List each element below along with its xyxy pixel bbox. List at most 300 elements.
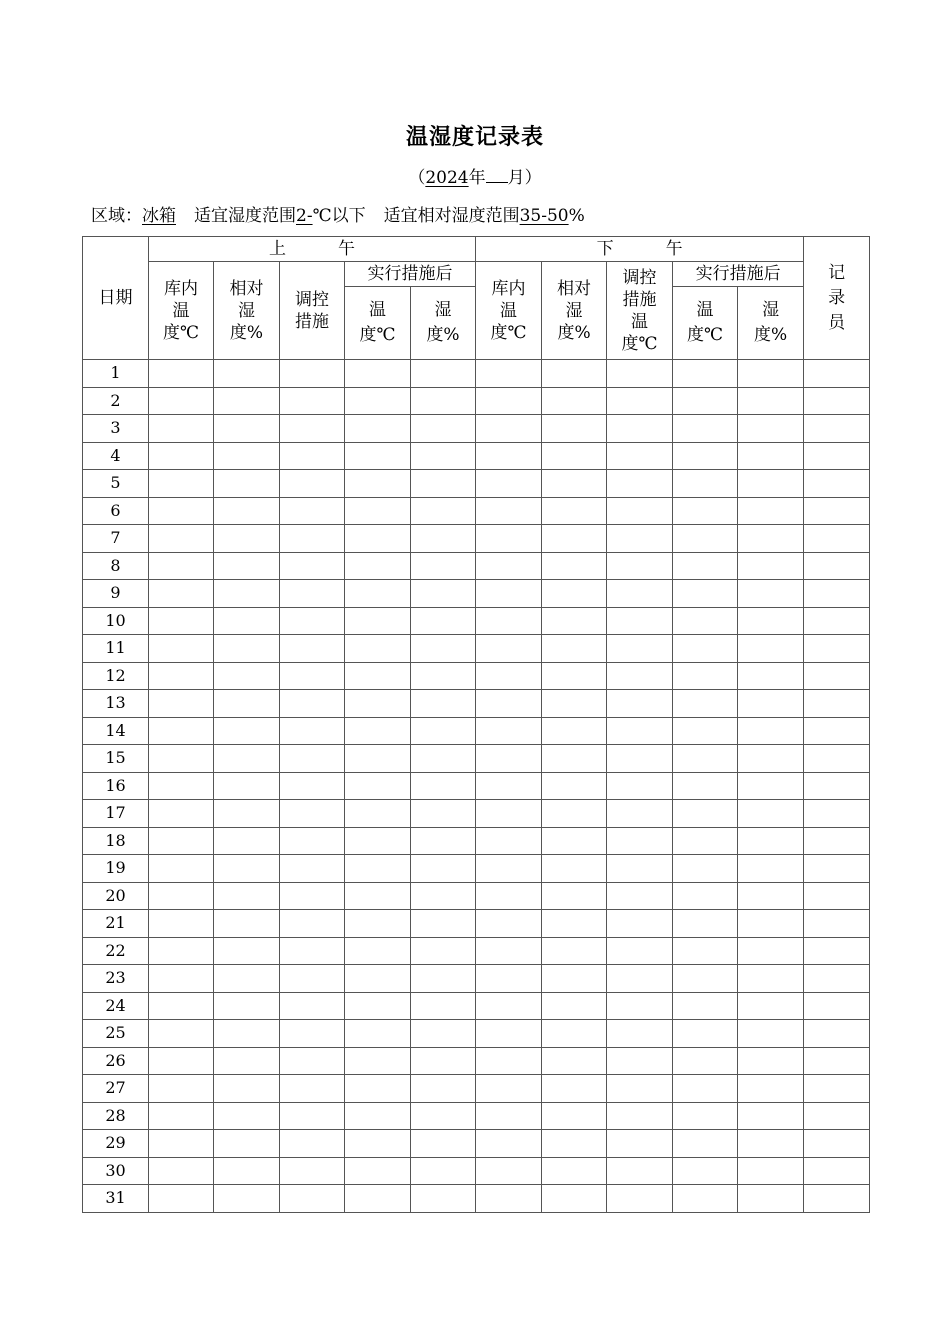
entry-cell[interactable] <box>804 442 870 470</box>
entry-cell[interactable] <box>345 662 411 690</box>
entry-cell[interactable] <box>149 497 214 525</box>
entry-cell[interactable] <box>804 1075 870 1103</box>
entry-cell[interactable] <box>411 855 476 883</box>
temp-range-value[interactable]: 2- <box>296 206 313 226</box>
entry-cell[interactable] <box>738 415 804 443</box>
entry-cell[interactable] <box>804 635 870 663</box>
area-value[interactable]: 冰箱 <box>142 206 176 226</box>
entry-cell[interactable] <box>804 1185 870 1213</box>
entry-cell[interactable] <box>411 607 476 635</box>
entry-cell[interactable] <box>476 525 542 553</box>
entry-cell[interactable] <box>280 1075 345 1103</box>
entry-cell[interactable] <box>607 827 673 855</box>
entry-cell[interactable] <box>280 360 345 388</box>
entry-cell[interactable] <box>738 1157 804 1185</box>
entry-cell[interactable] <box>673 800 738 828</box>
entry-cell[interactable] <box>149 1047 214 1075</box>
entry-cell[interactable] <box>542 552 607 580</box>
entry-cell[interactable] <box>673 635 738 663</box>
entry-cell[interactable] <box>149 360 214 388</box>
entry-cell[interactable] <box>673 992 738 1020</box>
entry-cell[interactable] <box>607 1075 673 1103</box>
entry-cell[interactable] <box>673 937 738 965</box>
entry-cell[interactable] <box>345 1075 411 1103</box>
entry-cell[interactable] <box>280 442 345 470</box>
entry-cell[interactable] <box>149 607 214 635</box>
entry-cell[interactable] <box>149 1020 214 1048</box>
entry-cell[interactable] <box>345 497 411 525</box>
entry-cell[interactable] <box>476 387 542 415</box>
entry-cell[interactable] <box>542 1075 607 1103</box>
entry-cell[interactable] <box>280 387 345 415</box>
entry-cell[interactable] <box>476 360 542 388</box>
entry-cell[interactable] <box>280 882 345 910</box>
entry-cell[interactable] <box>280 415 345 443</box>
entry-cell[interactable] <box>804 937 870 965</box>
entry-cell[interactable] <box>149 992 214 1020</box>
entry-cell[interactable] <box>476 1020 542 1048</box>
entry-cell[interactable] <box>673 855 738 883</box>
entry-cell[interactable] <box>607 1102 673 1130</box>
entry-cell[interactable] <box>673 607 738 635</box>
entry-cell[interactable] <box>542 992 607 1020</box>
entry-cell[interactable] <box>411 1157 476 1185</box>
entry-cell[interactable] <box>149 882 214 910</box>
entry-cell[interactable] <box>345 690 411 718</box>
entry-cell[interactable] <box>214 580 280 608</box>
entry-cell[interactable] <box>607 470 673 498</box>
entry-cell[interactable] <box>214 882 280 910</box>
entry-cell[interactable] <box>542 662 607 690</box>
entry-cell[interactable] <box>345 800 411 828</box>
entry-cell[interactable] <box>149 1157 214 1185</box>
entry-cell[interactable] <box>542 690 607 718</box>
entry-cell[interactable] <box>804 662 870 690</box>
entry-cell[interactable] <box>738 497 804 525</box>
entry-cell[interactable] <box>214 1157 280 1185</box>
entry-cell[interactable] <box>542 1102 607 1130</box>
entry-cell[interactable] <box>476 1047 542 1075</box>
entry-cell[interactable] <box>214 800 280 828</box>
entry-cell[interactable] <box>345 442 411 470</box>
entry-cell[interactable] <box>345 635 411 663</box>
entry-cell[interactable] <box>280 910 345 938</box>
entry-cell[interactable] <box>607 1020 673 1048</box>
entry-cell[interactable] <box>673 910 738 938</box>
entry-cell[interactable] <box>804 800 870 828</box>
entry-cell[interactable] <box>280 827 345 855</box>
entry-cell[interactable] <box>607 442 673 470</box>
entry-cell[interactable] <box>804 1047 870 1075</box>
entry-cell[interactable] <box>280 1185 345 1213</box>
entry-cell[interactable] <box>673 1185 738 1213</box>
entry-cell[interactable] <box>542 470 607 498</box>
entry-cell[interactable] <box>542 607 607 635</box>
entry-cell[interactable] <box>542 360 607 388</box>
entry-cell[interactable] <box>345 827 411 855</box>
entry-cell[interactable] <box>804 745 870 773</box>
entry-cell[interactable] <box>345 470 411 498</box>
entry-cell[interactable] <box>673 525 738 553</box>
entry-cell[interactable] <box>607 1130 673 1158</box>
entry-cell[interactable] <box>345 1130 411 1158</box>
entry-cell[interactable] <box>542 1157 607 1185</box>
entry-cell[interactable] <box>804 690 870 718</box>
entry-cell[interactable] <box>280 1102 345 1130</box>
entry-cell[interactable] <box>738 992 804 1020</box>
entry-cell[interactable] <box>542 800 607 828</box>
entry-cell[interactable] <box>738 360 804 388</box>
entry-cell[interactable] <box>804 772 870 800</box>
entry-cell[interactable] <box>411 442 476 470</box>
entry-cell[interactable] <box>149 745 214 773</box>
entry-cell[interactable] <box>804 717 870 745</box>
entry-cell[interactable] <box>738 607 804 635</box>
entry-cell[interactable] <box>738 387 804 415</box>
entry-cell[interactable] <box>149 635 214 663</box>
entry-cell[interactable] <box>542 1047 607 1075</box>
entry-cell[interactable] <box>411 937 476 965</box>
entry-cell[interactable] <box>673 470 738 498</box>
entry-cell[interactable] <box>345 965 411 993</box>
entry-cell[interactable] <box>804 470 870 498</box>
entry-cell[interactable] <box>345 855 411 883</box>
entry-cell[interactable] <box>673 965 738 993</box>
entry-cell[interactable] <box>149 1130 214 1158</box>
entry-cell[interactable] <box>280 552 345 580</box>
entry-cell[interactable] <box>542 827 607 855</box>
entry-cell[interactable] <box>476 442 542 470</box>
entry-cell[interactable] <box>214 690 280 718</box>
entry-cell[interactable] <box>607 387 673 415</box>
entry-cell[interactable] <box>280 1130 345 1158</box>
entry-cell[interactable] <box>542 965 607 993</box>
entry-cell[interactable] <box>411 1185 476 1213</box>
entry-cell[interactable] <box>673 662 738 690</box>
entry-cell[interactable] <box>542 525 607 553</box>
entry-cell[interactable] <box>738 1075 804 1103</box>
entry-cell[interactable] <box>607 497 673 525</box>
entry-cell[interactable] <box>280 855 345 883</box>
entry-cell[interactable] <box>214 1020 280 1048</box>
entry-cell[interactable] <box>542 745 607 773</box>
entry-cell[interactable] <box>738 525 804 553</box>
entry-cell[interactable] <box>214 1047 280 1075</box>
entry-cell[interactable] <box>345 552 411 580</box>
entry-cell[interactable] <box>149 800 214 828</box>
entry-cell[interactable] <box>411 552 476 580</box>
entry-cell[interactable] <box>214 937 280 965</box>
entry-cell[interactable] <box>542 1130 607 1158</box>
entry-cell[interactable] <box>738 717 804 745</box>
entry-cell[interactable] <box>738 470 804 498</box>
entry-cell[interactable] <box>476 1130 542 1158</box>
entry-cell[interactable] <box>804 965 870 993</box>
entry-cell[interactable] <box>214 607 280 635</box>
entry-cell[interactable] <box>280 800 345 828</box>
entry-cell[interactable] <box>542 937 607 965</box>
entry-cell[interactable] <box>804 580 870 608</box>
entry-cell[interactable] <box>738 855 804 883</box>
entry-cell[interactable] <box>542 910 607 938</box>
entry-cell[interactable] <box>476 965 542 993</box>
entry-cell[interactable] <box>476 635 542 663</box>
entry-cell[interactable] <box>411 360 476 388</box>
entry-cell[interactable] <box>149 580 214 608</box>
entry-cell[interactable] <box>149 415 214 443</box>
entry-cell[interactable] <box>280 470 345 498</box>
entry-cell[interactable] <box>804 855 870 883</box>
entry-cell[interactable] <box>214 745 280 773</box>
entry-cell[interactable] <box>476 800 542 828</box>
entry-cell[interactable] <box>804 1102 870 1130</box>
entry-cell[interactable] <box>673 442 738 470</box>
entry-cell[interactable] <box>673 1047 738 1075</box>
entry-cell[interactable] <box>345 1047 411 1075</box>
entry-cell[interactable] <box>738 882 804 910</box>
entry-cell[interactable] <box>149 965 214 993</box>
entry-cell[interactable] <box>476 690 542 718</box>
entry-cell[interactable] <box>345 1020 411 1048</box>
entry-cell[interactable] <box>607 910 673 938</box>
entry-cell[interactable] <box>280 772 345 800</box>
entry-cell[interactable] <box>673 827 738 855</box>
entry-cell[interactable] <box>345 1102 411 1130</box>
entry-cell[interactable] <box>476 415 542 443</box>
entry-cell[interactable] <box>149 552 214 580</box>
entry-cell[interactable] <box>280 717 345 745</box>
entry-cell[interactable] <box>476 662 542 690</box>
entry-cell[interactable] <box>607 992 673 1020</box>
entry-cell[interactable] <box>476 882 542 910</box>
entry-cell[interactable] <box>214 827 280 855</box>
year-field[interactable]: 2024 <box>425 168 469 188</box>
entry-cell[interactable] <box>542 772 607 800</box>
entry-cell[interactable] <box>214 442 280 470</box>
entry-cell[interactable] <box>214 387 280 415</box>
entry-cell[interactable] <box>673 1020 738 1048</box>
entry-cell[interactable] <box>607 855 673 883</box>
entry-cell[interactable] <box>411 965 476 993</box>
entry-cell[interactable] <box>280 1157 345 1185</box>
entry-cell[interactable] <box>804 497 870 525</box>
entry-cell[interactable] <box>411 387 476 415</box>
entry-cell[interactable] <box>804 992 870 1020</box>
entry-cell[interactable] <box>542 717 607 745</box>
entry-cell[interactable] <box>411 1047 476 1075</box>
entry-cell[interactable] <box>607 745 673 773</box>
month-field[interactable] <box>486 168 508 183</box>
entry-cell[interactable] <box>280 992 345 1020</box>
entry-cell[interactable] <box>214 717 280 745</box>
entry-cell[interactable] <box>345 745 411 773</box>
entry-cell[interactable] <box>214 470 280 498</box>
entry-cell[interactable] <box>804 1020 870 1048</box>
entry-cell[interactable] <box>214 415 280 443</box>
entry-cell[interactable] <box>738 580 804 608</box>
entry-cell[interactable] <box>476 497 542 525</box>
entry-cell[interactable] <box>149 525 214 553</box>
entry-cell[interactable] <box>411 580 476 608</box>
entry-cell[interactable] <box>673 497 738 525</box>
entry-cell[interactable] <box>738 745 804 773</box>
entry-cell[interactable] <box>607 662 673 690</box>
entry-cell[interactable] <box>411 635 476 663</box>
entry-cell[interactable] <box>738 690 804 718</box>
entry-cell[interactable] <box>738 552 804 580</box>
entry-cell[interactable] <box>345 717 411 745</box>
entry-cell[interactable] <box>476 552 542 580</box>
entry-cell[interactable] <box>738 772 804 800</box>
entry-cell[interactable] <box>607 415 673 443</box>
entry-cell[interactable] <box>411 662 476 690</box>
entry-cell[interactable] <box>411 1075 476 1103</box>
entry-cell[interactable] <box>607 965 673 993</box>
entry-cell[interactable] <box>214 910 280 938</box>
entry-cell[interactable] <box>411 772 476 800</box>
entry-cell[interactable] <box>149 910 214 938</box>
entry-cell[interactable] <box>607 552 673 580</box>
entry-cell[interactable] <box>149 1075 214 1103</box>
entry-cell[interactable] <box>476 772 542 800</box>
humidity-range-value[interactable]: 35-50 <box>519 206 569 226</box>
entry-cell[interactable] <box>476 992 542 1020</box>
entry-cell[interactable] <box>149 772 214 800</box>
entry-cell[interactable] <box>345 525 411 553</box>
entry-cell[interactable] <box>411 1020 476 1048</box>
entry-cell[interactable] <box>738 937 804 965</box>
entry-cell[interactable] <box>804 607 870 635</box>
entry-cell[interactable] <box>280 662 345 690</box>
entry-cell[interactable] <box>804 525 870 553</box>
entry-cell[interactable] <box>607 580 673 608</box>
entry-cell[interactable] <box>280 965 345 993</box>
entry-cell[interactable] <box>607 717 673 745</box>
entry-cell[interactable] <box>673 882 738 910</box>
entry-cell[interactable] <box>607 690 673 718</box>
entry-cell[interactable] <box>607 360 673 388</box>
entry-cell[interactable] <box>280 607 345 635</box>
entry-cell[interactable] <box>149 690 214 718</box>
entry-cell[interactable] <box>345 937 411 965</box>
entry-cell[interactable] <box>280 497 345 525</box>
entry-cell[interactable] <box>345 772 411 800</box>
entry-cell[interactable] <box>214 1102 280 1130</box>
entry-cell[interactable] <box>149 470 214 498</box>
entry-cell[interactable] <box>804 910 870 938</box>
entry-cell[interactable] <box>149 387 214 415</box>
entry-cell[interactable] <box>673 415 738 443</box>
entry-cell[interactable] <box>738 1020 804 1048</box>
entry-cell[interactable] <box>476 717 542 745</box>
entry-cell[interactable] <box>738 662 804 690</box>
entry-cell[interactable] <box>214 662 280 690</box>
entry-cell[interactable] <box>476 580 542 608</box>
entry-cell[interactable] <box>673 1130 738 1158</box>
entry-cell[interactable] <box>804 360 870 388</box>
entry-cell[interactable] <box>280 937 345 965</box>
entry-cell[interactable] <box>214 992 280 1020</box>
entry-cell[interactable] <box>214 772 280 800</box>
entry-cell[interactable] <box>411 800 476 828</box>
entry-cell[interactable] <box>476 910 542 938</box>
entry-cell[interactable] <box>738 1047 804 1075</box>
entry-cell[interactable] <box>804 1130 870 1158</box>
entry-cell[interactable] <box>673 1102 738 1130</box>
entry-cell[interactable] <box>607 1157 673 1185</box>
entry-cell[interactable] <box>280 635 345 663</box>
entry-cell[interactable] <box>607 607 673 635</box>
entry-cell[interactable] <box>280 745 345 773</box>
entry-cell[interactable] <box>149 442 214 470</box>
entry-cell[interactable] <box>476 1185 542 1213</box>
entry-cell[interactable] <box>738 965 804 993</box>
entry-cell[interactable] <box>738 635 804 663</box>
entry-cell[interactable] <box>542 855 607 883</box>
entry-cell[interactable] <box>345 1185 411 1213</box>
entry-cell[interactable] <box>738 800 804 828</box>
entry-cell[interactable] <box>411 992 476 1020</box>
entry-cell[interactable] <box>345 360 411 388</box>
entry-cell[interactable] <box>149 855 214 883</box>
entry-cell[interactable] <box>542 442 607 470</box>
entry-cell[interactable] <box>542 387 607 415</box>
entry-cell[interactable] <box>411 1130 476 1158</box>
entry-cell[interactable] <box>214 1075 280 1103</box>
entry-cell[interactable] <box>673 772 738 800</box>
entry-cell[interactable] <box>673 1075 738 1103</box>
entry-cell[interactable] <box>804 1157 870 1185</box>
entry-cell[interactable] <box>476 937 542 965</box>
entry-cell[interactable] <box>476 745 542 773</box>
entry-cell[interactable] <box>411 910 476 938</box>
entry-cell[interactable] <box>411 690 476 718</box>
entry-cell[interactable] <box>542 415 607 443</box>
entry-cell[interactable] <box>738 827 804 855</box>
entry-cell[interactable] <box>673 717 738 745</box>
entry-cell[interactable] <box>149 1185 214 1213</box>
entry-cell[interactable] <box>607 635 673 663</box>
entry-cell[interactable] <box>673 552 738 580</box>
entry-cell[interactable] <box>738 1102 804 1130</box>
entry-cell[interactable] <box>476 607 542 635</box>
entry-cell[interactable] <box>607 1047 673 1075</box>
entry-cell[interactable] <box>804 882 870 910</box>
entry-cell[interactable] <box>214 497 280 525</box>
entry-cell[interactable] <box>280 1047 345 1075</box>
entry-cell[interactable] <box>476 827 542 855</box>
entry-cell[interactable] <box>804 387 870 415</box>
entry-cell[interactable] <box>476 855 542 883</box>
entry-cell[interactable] <box>607 882 673 910</box>
entry-cell[interactable] <box>345 387 411 415</box>
entry-cell[interactable] <box>345 607 411 635</box>
entry-cell[interactable] <box>738 910 804 938</box>
entry-cell[interactable] <box>214 1185 280 1213</box>
entry-cell[interactable] <box>411 497 476 525</box>
entry-cell[interactable] <box>542 1185 607 1213</box>
entry-cell[interactable] <box>542 882 607 910</box>
entry-cell[interactable] <box>345 580 411 608</box>
entry-cell[interactable] <box>214 525 280 553</box>
entry-cell[interactable] <box>804 827 870 855</box>
entry-cell[interactable] <box>214 855 280 883</box>
entry-cell[interactable] <box>411 827 476 855</box>
entry-cell[interactable] <box>280 525 345 553</box>
entry-cell[interactable] <box>738 1130 804 1158</box>
entry-cell[interactable] <box>411 882 476 910</box>
entry-cell[interactable] <box>476 1157 542 1185</box>
